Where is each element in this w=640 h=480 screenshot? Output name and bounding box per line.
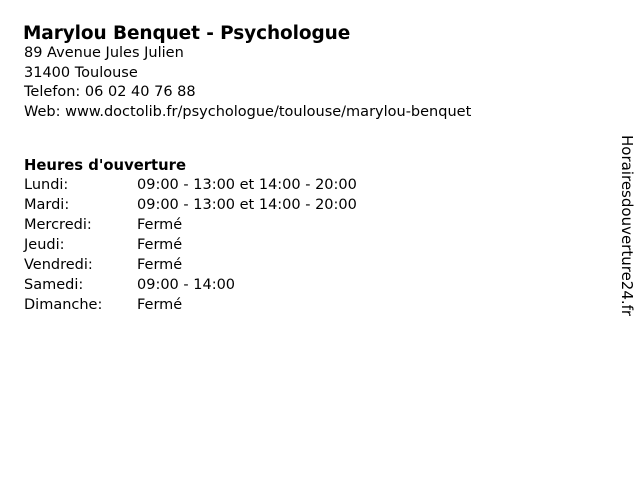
day-time: 09:00 - 14:00 [137, 277, 236, 293]
day-time: Fermé [137, 217, 183, 233]
address-street: 89 Avenue Jules Julien [24, 45, 184, 61]
table-row [24, 175, 357, 195]
opening-hours-table [24, 175, 357, 315]
day-label: Dimanche: [24, 297, 103, 313]
source-watermark: Horairesdouverture24.fr [618, 135, 636, 317]
day-time: Fermé [137, 297, 183, 313]
contact-block [24, 44, 471, 122]
website-line: Web: www.doctolib.fr/psychologue/toulouse/marylou-benquet [24, 103, 472, 120]
table-row [24, 275, 357, 295]
address-city: 31400 Toulouse [24, 64, 138, 81]
day-label: Samedi: [24, 277, 84, 293]
day-time: Fermé [137, 237, 183, 253]
day-time: Fermé [137, 257, 183, 273]
day-label: Vendredi: [24, 257, 93, 273]
phone-line: Telefon: 06 02 40 76 88 [24, 84, 196, 100]
table-row [24, 255, 357, 275]
day-label: Lundi: [24, 177, 69, 193]
opening-hours-heading: Heures d'ouverture [24, 157, 186, 175]
day-label: Mercredi: [24, 217, 92, 233]
day-label: Jeudi: [24, 237, 65, 253]
day-label: Mardi: [24, 197, 70, 213]
day-time: 09:00 - 13:00 et 14:00 - 20:00 [137, 197, 357, 213]
table-row [24, 295, 357, 315]
day-time: 09:00 - 13:00 et 14:00 - 20:00 [137, 177, 357, 193]
table-row [24, 195, 357, 215]
table-row [24, 235, 357, 255]
table-row [24, 215, 357, 235]
page-title: Marylou Benquet - Psychologue [23, 23, 351, 45]
